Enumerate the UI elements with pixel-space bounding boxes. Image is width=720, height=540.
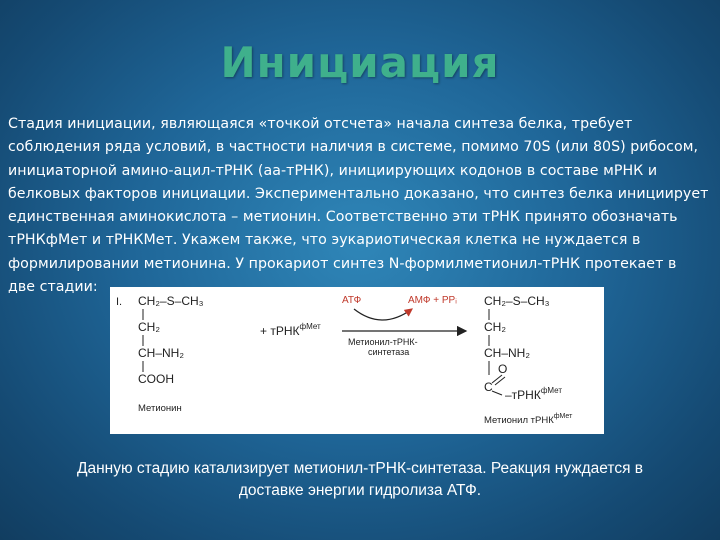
atp-label: АТФ	[342, 295, 362, 306]
body-line: соблюдения ряда условий, в частности наличия в системе, помимо 70S (или 80S) рибосом,	[8, 139, 699, 156]
caption	[20, 458, 700, 502]
methionine-row: COOH	[138, 372, 174, 386]
product-name-superscript: фМет	[553, 413, 573, 420]
product-trna: –тРНК	[505, 388, 541, 402]
amp-ppi-label: АМФ + PPᵢ	[408, 295, 457, 306]
enzyme-label: синтетаза	[368, 347, 410, 357]
bond-line	[492, 391, 502, 395]
product-name: Метионил тРНК	[484, 415, 554, 426]
bond-line	[495, 377, 505, 385]
caption-line: доставке энергии гидролиза АТФ.	[238, 482, 482, 499]
methionine-row: CH₂–S–CH₃	[138, 294, 204, 308]
bond-line	[492, 375, 502, 383]
enzyme-label: Метионил-тРНК-	[348, 337, 418, 347]
caption-line: Данную стадию катализирует метионил-тРНК-синтетаза. Реакция нуждается в	[76, 460, 644, 477]
svg-text:–тРНКфМет	[505, 386, 562, 402]
product-row: CH₂	[484, 320, 506, 334]
slide-title: Инициация	[220, 38, 500, 87]
body-line: Стадия инициации, являющаяся «точкой отсчета» начала синтеза белка, требует	[8, 116, 633, 132]
product-row: CH₂–S–CH₃	[484, 294, 550, 308]
body-line: тРНКфМет и тРНКМет. Укажем также, что эукариотическая клетка не нуждается в	[8, 232, 641, 249]
stage-label: I.	[116, 296, 123, 308]
body-line: инициаторной амино-ацил-тРНК (аа-тРНК), инициирующих кодонов в составе мРНК и	[8, 162, 658, 179]
reaction-scheme	[110, 287, 604, 434]
body-line: единственная аминокислота – метионин. Соответственно эти тРНК принято обозначать	[8, 209, 678, 226]
svg-text:+ тРНКфМет	[260, 322, 321, 338]
trna-label: + тРНК	[260, 324, 300, 338]
body-paragraph	[8, 113, 710, 299]
svg-text:Метионил тРНКфМет	[484, 413, 573, 426]
methionine-row: CH–NH₂	[138, 346, 184, 360]
product-trna-superscript: фМет	[540, 386, 563, 395]
body-line: белковых факторов инициации. Экспериментально доказано, что синтез белка инициирует	[8, 185, 709, 202]
body-line: формилировании метионина. У прокариот синтез N-формилметионил-тРНК протекает в	[8, 255, 677, 272]
methionine-row: CH₂	[138, 320, 160, 334]
product-row: C	[484, 380, 493, 394]
atp-curve-arrow	[354, 309, 412, 320]
methionine-name: Метионин	[138, 403, 182, 414]
trna-superscript: фМет	[299, 322, 321, 331]
reaction-diagram	[110, 287, 604, 434]
product-row: CH–NH₂	[484, 346, 530, 360]
product-row: O	[498, 362, 508, 376]
body-line: две стадии:	[8, 279, 98, 296]
